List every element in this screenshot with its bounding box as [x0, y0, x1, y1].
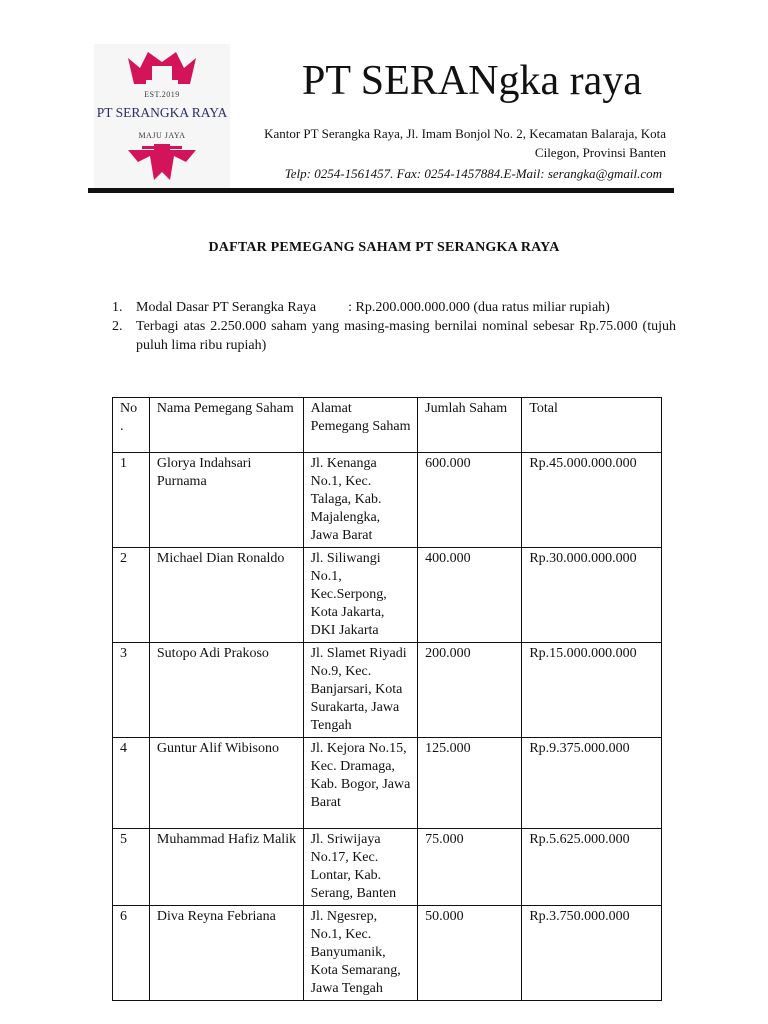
- cell-no: 4: [113, 738, 150, 829]
- cell-total: Rp.30.000.000.000: [522, 548, 662, 643]
- table-header-row: [113, 398, 662, 453]
- cell-name: Guntur Alif Wibisono: [149, 738, 303, 829]
- point-text: Terbagi atas 2.250.000 saham yang masing-masing bernilai nominal sebesar Rp.75.000 (tujuh puluh lima ribu rupiah): [136, 319, 676, 353]
- header-divider: [88, 188, 674, 193]
- cell-shares: 400.000: [418, 548, 522, 643]
- cell-total: Rp.45.000.000.000: [522, 453, 662, 548]
- table-row: [113, 548, 662, 643]
- table-row: [113, 906, 662, 1001]
- cell-shares: 50.000: [418, 906, 522, 1001]
- company-contact: Telp: 0254-1561457. Fax: 0254-1457884.E-Mail: serangka@gmail.com: [284, 166, 662, 181]
- point-text: [136, 298, 676, 317]
- cell-no: 3: [113, 643, 150, 738]
- cell-total: Rp.5.625.000.000: [522, 829, 662, 906]
- cell-no: 1: [113, 453, 150, 548]
- column-header-address: Alamat Pemegang Saham: [303, 398, 418, 453]
- document-title: DAFTAR PEMEGANG SAHAM PT SERANGKA RAYA: [208, 240, 560, 255]
- cell-shares: 75.000: [418, 829, 522, 906]
- cell-no: 2: [113, 548, 150, 643]
- cell-total: Rp.3.750.000.000: [522, 906, 662, 1001]
- point-item: [112, 317, 676, 355]
- cell-address: Jl. Slamet Riyadi No.9, Kec. Banjarsari, Kota Surakarta, Jawa Tengah: [303, 643, 418, 738]
- table-row: [113, 829, 662, 906]
- cell-shares: 600.000: [418, 453, 522, 548]
- cell-total: Rp.15.000.000.000: [522, 643, 662, 738]
- cell-name: Sutopo Adi Prakoso: [149, 643, 303, 738]
- cell-name: Muhammad Hafiz Malik: [149, 829, 303, 906]
- point-number: 1.: [112, 300, 123, 315]
- capital-points: [112, 298, 676, 355]
- company-logo: [94, 44, 230, 188]
- cell-name: Glorya Indahsari Purnama: [149, 453, 303, 548]
- cell-address: Jl. Kenanga No.1, Kec. Talaga, Kab. Majalengka, Jawa Barat: [303, 453, 418, 548]
- column-header-shares: Jumlah Saham: [418, 398, 522, 453]
- cell-no: 6: [113, 906, 150, 1001]
- company-title: PT SERANgka raya: [302, 58, 642, 104]
- cell-shares: 125.000: [418, 738, 522, 829]
- logo-company-name: PT SERANGKA RAYA: [96, 105, 228, 120]
- cell-no: 5: [113, 829, 150, 906]
- point-item: [112, 298, 676, 317]
- table-row: [113, 453, 662, 548]
- column-header-total: Total: [522, 398, 662, 453]
- cell-total: Rp.9.375.000.000: [522, 738, 662, 829]
- company-address: Kantor PT Serangka Raya, Jl. Imam Bonjol No. 2, Kecamatan Balaraja, Kota Cilegon, Provinsi Banten: [264, 126, 666, 160]
- shareholder-table: [112, 397, 662, 1001]
- point-label: Modal Dasar PT Serangka Raya: [136, 300, 317, 315]
- cell-address: Jl. Siliwangi No.1, Kec.Serpong, Kota Jakarta, DKI Jakarta: [303, 548, 418, 643]
- cell-shares: 200.000: [418, 643, 522, 738]
- cell-address: Jl. Ngesrep, No.1, Kec. Banyumanik, Kota Semarang, Jawa Tengah: [303, 906, 418, 1001]
- table-row: [113, 643, 662, 738]
- point-number: 2.: [112, 319, 123, 334]
- cell-name: Michael Dian Ronaldo: [149, 548, 303, 643]
- cell-name: Diva Reyna Febriana: [149, 906, 303, 1001]
- cell-address: Jl. Kejora No.15, Kec. Dramaga, Kab. Bogor, Jawa Barat: [303, 738, 418, 829]
- point-value: : Rp.200.000.000.000 (dua ratus miliar rupiah): [348, 300, 610, 315]
- logo-tagline: MAJU JAYA: [138, 131, 186, 140]
- cell-address: Jl. Sriwijaya No.17, Kec. Lontar, Kab. Serang, Banten: [303, 829, 418, 906]
- table-row: [113, 738, 662, 829]
- logo-est: EST.2019: [144, 90, 180, 99]
- column-header-name: Nama Pemegang Saham: [149, 398, 303, 453]
- column-header-no: No .: [113, 398, 150, 453]
